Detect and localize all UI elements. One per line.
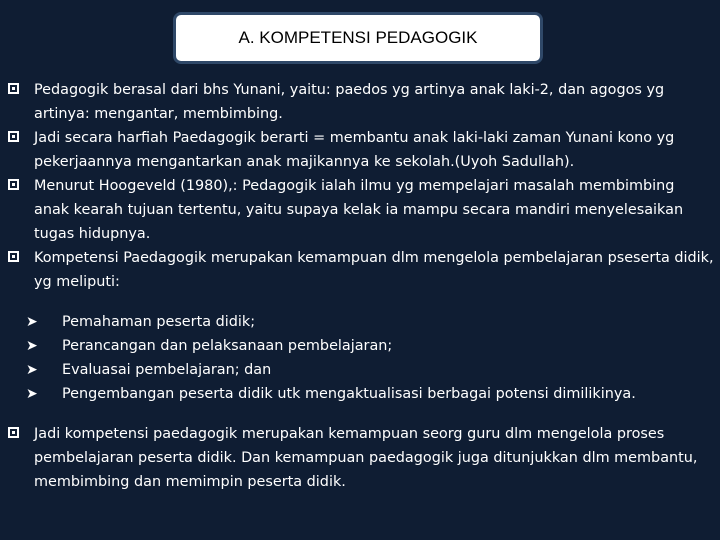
sub-bullet-text: Perancangan dan pelaksanaan pembelajaran; <box>62 338 393 354</box>
bullet-item <box>8 78 714 126</box>
sub-bullet-text: Pengembangan peserta didik utk mengaktualisasi berbagai potensi dimilikinya. <box>62 386 636 402</box>
sub-bullet-item <box>26 382 714 406</box>
bullet-text: Pedagogik berasal dari bhs Yunani, yaitu: paedos yg artinya anak laki-2, dan agogos yg artinya: mengantar, membimbing. <box>34 82 665 122</box>
bullet-item <box>8 246 714 294</box>
sub-bullet-item <box>26 358 714 382</box>
checkbox-square-icon <box>8 126 34 174</box>
sub-bullet-item <box>26 310 714 334</box>
arrow-right-icon: ➤ <box>26 338 38 354</box>
bullet-item <box>8 126 714 174</box>
checkbox-square-icon <box>8 246 34 294</box>
sub-bullet-list <box>8 310 714 406</box>
bullet-item <box>8 174 714 246</box>
slide-title-box <box>173 12 543 64</box>
sub-bullet-text: Evaluasai pembelajaran; dan <box>62 362 272 378</box>
slide-title: A. KOMPETENSI PEDAGOGIK <box>238 28 478 47</box>
sub-bullet-item <box>26 334 714 358</box>
bullet-text: Jadi secara harfiah Paedagogik berarti = membantu anak laki-laki zaman Yunani kono yg pekerjaannya mengantarkan anak majikannya ke sekolah.(Uyoh Sadullah). <box>34 130 675 170</box>
checkbox-square-icon <box>8 78 34 126</box>
checkbox-square-icon <box>8 174 34 246</box>
sub-bullet-text: Pemahaman peserta didik; <box>62 314 256 330</box>
checkbox-square-icon <box>8 422 34 494</box>
slide-content <box>8 78 714 494</box>
bullet-text: Jadi kompetensi paedagogik merupakan kemampuan seorg guru dlm mengelola proses pembelajaran peserta didik. Dan kemampuan paedagogik juga ditunjukkan dlm membantu, membimbing dan memimpin peserta didik. <box>34 426 698 490</box>
arrow-right-icon: ➤ <box>26 314 38 330</box>
bullet-item <box>8 422 714 494</box>
arrow-right-icon: ➤ <box>26 362 38 378</box>
arrow-right-icon: ➤ <box>26 386 38 402</box>
bullet-text: Menurut Hoogeveld (1980),: Pedagogik ialah ilmu yg mempelajari masalah membimbing anak kearah tujuan tertentu, yaitu supaya kelak ia mampu secara mandiri menyelesaikan tugas hidupnya. <box>34 178 684 242</box>
bullet-text: Kompetensi Paedagogik merupakan kemampuan dlm mengelola pembelajaran pseserta didik, yg meliputi: <box>34 250 714 290</box>
